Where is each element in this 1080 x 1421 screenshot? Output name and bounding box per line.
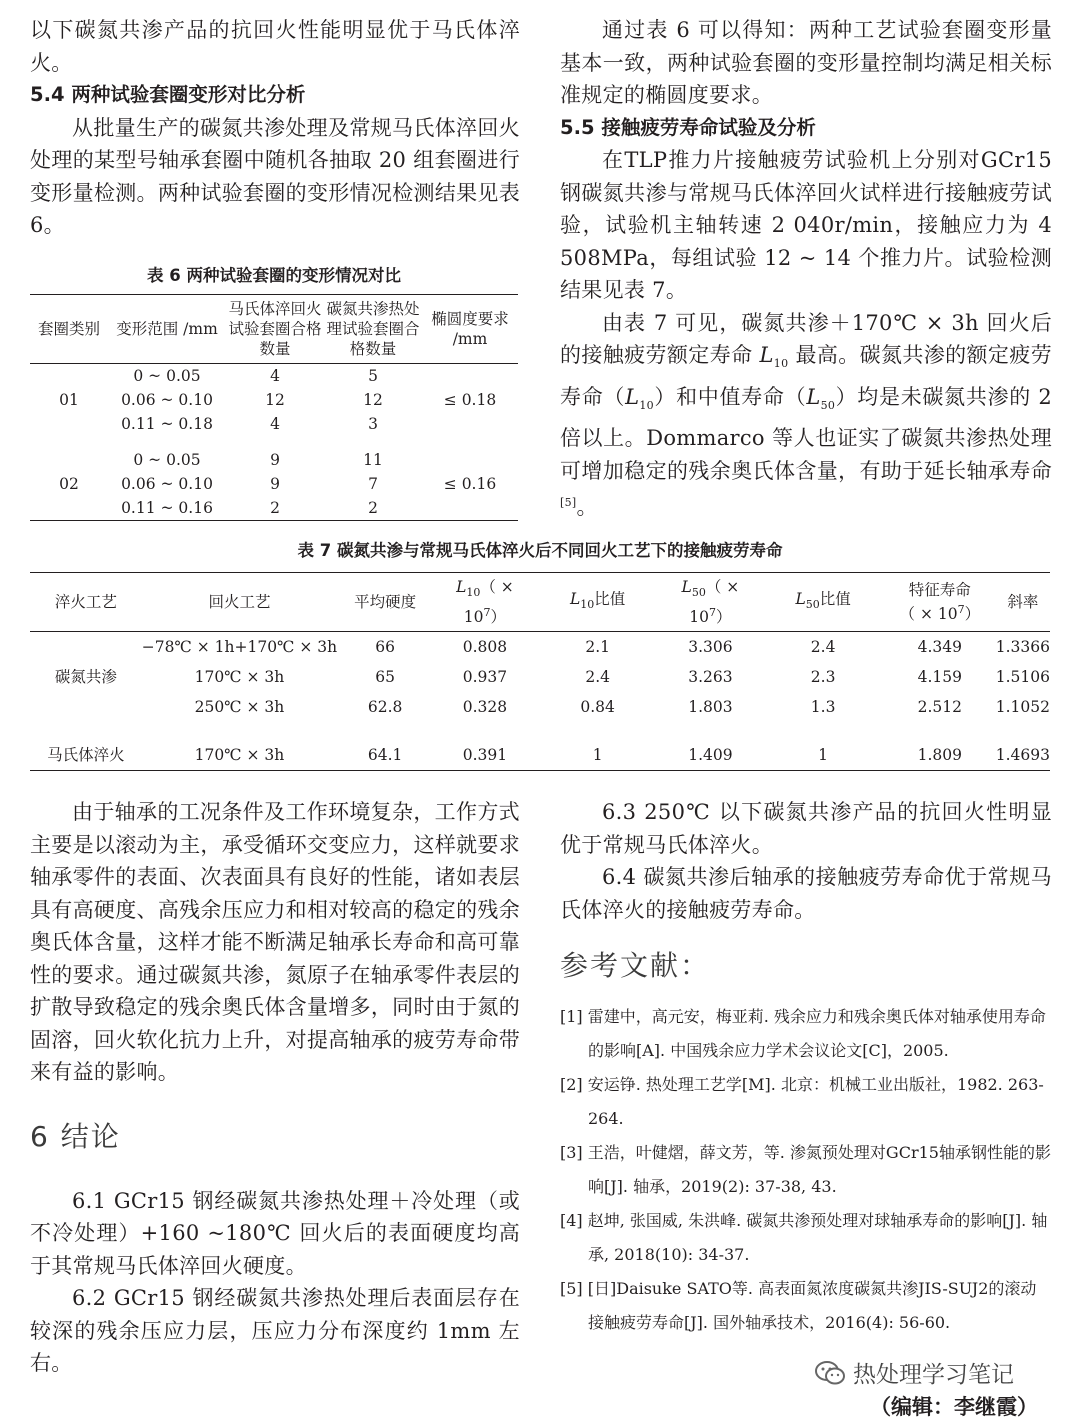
table7-header-row [30, 573, 1050, 632]
citation: [5] [560, 496, 577, 510]
table7-header: $L_{50}$比值 [795, 590, 851, 612]
right-column-bottom [560, 796, 1052, 1340]
table-cell: 170℃ × 3h [194, 668, 285, 687]
table-cell: 0.808 [462, 638, 508, 657]
watermark [815, 1356, 1014, 1389]
table-cell: 65 [375, 668, 395, 687]
table-cell: 66 [375, 638, 395, 657]
continued-paragraph: 以下碳氮共渗产品的抗回火性能明显优于马氏体淬火。 [30, 18, 520, 75]
table-cell: 1.809 [917, 746, 962, 765]
conclusion-6-1: 6.1 GCr15 钢经碳氮共渗热处理＋冷处理（或不冷处理）+160 ~180℃ 回火后的表面硬度均高于其常规马氏体淬回火硬度。 [30, 1188, 520, 1278]
quench-process: 马氏体淬火 [47, 746, 125, 765]
reference-item: [1] 雷建中，高元安，梅亚莉. 残余应力和残余奥氏体对轴承使用寿命的影响[A]. 中国残余应力学术会议论文[C]，2005. [560, 1007, 1046, 1060]
table-row [30, 632, 1050, 663]
table7-header: 回火工艺 [208, 593, 271, 612]
table-cell: 1.4693 [995, 746, 1050, 765]
conclusion-6-2: 6.2 GCr15 钢经碳氮共渗热处理后表面层存在较深的残余压应力层，压应力分布深度约 1mm 左右。 [30, 1286, 520, 1375]
table-cell: 1 [592, 746, 603, 765]
table7-header: $L_{10}( \times 10^7)$ [456, 578, 514, 627]
table7-header: 平均硬度 [354, 593, 417, 612]
table-cell: 1.1052 [995, 698, 1050, 717]
table-cell: 5 [368, 367, 378, 385]
table7-header: 淬火工艺 [54, 593, 117, 612]
table-cell: 0.937 [462, 668, 508, 687]
table-cell: −78℃ × 1h+170℃ × 3h [141, 638, 338, 657]
section-5-4-title: 5.4 两种试验套圈变形对比分析 [30, 83, 306, 106]
table6-conclusion-paragraph: 通过表 6 可以得知：两种工艺试验套圈变形量基本一致，两种试验套圈的变形量控制均满足相关标准规定的椭圆度要求。 [560, 18, 1052, 107]
table-cell: 0.84 [580, 698, 615, 717]
section-6-title: 6 结论 [30, 1119, 121, 1153]
table-cell: 0 ~ 0.05 [133, 451, 201, 469]
table7 [30, 572, 1050, 771]
table6-header: 椭圆度要求 /mm [431, 310, 509, 348]
table7-header: $L_{10}$比值 [570, 590, 626, 612]
table-cell: 4 [270, 415, 280, 433]
table-cell: 0.06 ~ 0.10 [121, 475, 213, 493]
table-cell: 250℃ × 3h [194, 698, 285, 717]
table6-header: 套圈类别 [37, 320, 100, 338]
table-cell: 7 [368, 475, 378, 493]
table-cell: 4.159 [917, 668, 962, 687]
table-row [30, 740, 1050, 771]
table-row [30, 364, 518, 389]
table-row [30, 448, 518, 472]
wechat-icon [815, 1360, 845, 1386]
section-5-4-paragraph: 从批量生产的碳氮共渗处理及常规马氏体淬回火处理的某型号轴承套圈中随机各抽取 20 组套圈进行变形量检测。两种试验套圈的变形情况检测结果见表 6。 [30, 115, 520, 237]
editor-credit: （编辑：李继霞） [870, 1395, 1038, 1419]
table-cell: 9 [270, 475, 280, 493]
table-cell: 64.1 [367, 746, 403, 765]
table7-analysis-paragraph: 由表 7 可见，碳氮共渗＋170℃ × 3h 回火后的接触疲劳额定寿命 $L_{10}$ 最高。碳氮共渗的额定疲劳寿命$(L_{10})$和中值寿命$(L_{50})$均是未碳氮共渗的 2 倍以上。Dommarco 等人也证实了碳氮共渗热处理可增加稳定的残余奥氏体含量，有助于延长轴承寿命[5]。 [560, 310, 1052, 520]
table6-header-row [30, 295, 518, 364]
conclusion-6-4: 6.4 碳氮共渗后轴承的接触疲劳寿命优于常规马氏体淬火的接触疲劳寿命。 [560, 865, 1052, 922]
table-cell: 170℃ × 3h [194, 746, 285, 765]
ring-type: 02 [59, 475, 79, 493]
table-cell: 4.349 [917, 638, 962, 657]
table-cell: 11 [363, 451, 383, 469]
table-cell: 1 [818, 746, 829, 765]
table-cell: 2.4 [585, 668, 610, 687]
ovality-req: ≤ 0.18 [443, 391, 497, 409]
table-cell: 0 ~ 0.05 [133, 367, 201, 385]
ring-type: 01 [59, 391, 79, 409]
table6-header: 碳氮共渗热处理试验套圈合格数量 [326, 300, 420, 358]
table-cell: 1.3366 [995, 638, 1050, 657]
table-cell: 0.06 ~ 0.10 [121, 391, 213, 409]
table-cell: 2 [270, 499, 280, 517]
conclusion-6-3: 6.3 250℃ 以下碳氮共渗产品的抗回火性明显优于常规马氏体淬火。 [560, 800, 1052, 857]
table7-header: 斜率 [1007, 593, 1039, 612]
table-cell: 1.3 [810, 698, 836, 717]
table-cell: 2.3 [810, 668, 836, 687]
table-cell: 12 [363, 391, 383, 409]
references-list [560, 1000, 1052, 1340]
reference-item: [2] 安运铮. 热处理工艺学[M]. 北京：机械工业出版社，1982. 263-264. [560, 1075, 1044, 1128]
table6-caption: 表 6 两种试验套圈的变形情况对比 [147, 266, 401, 285]
table-cell: 0.391 [462, 746, 508, 765]
table-cell: 12 [265, 391, 285, 409]
table-cell: 0.11 ~ 0.18 [121, 415, 213, 433]
references-title: 参考文献： [560, 949, 711, 982]
section-5-5-paragraph: 在TLP推力片接触疲劳试验机上分别对GCr15 钢碳氮共渗与常规马氏体淬回火试样进行接触疲劳试验，试验机主轴转速 2 040r/min，接触应力为 4 508MPa，每组试验 12 ~ 14 个推力片。试验检测结果见表 7。 [560, 148, 1052, 302]
table-cell: 9 [270, 451, 280, 469]
discussion-paragraph: 由于轴承的工况条件及工作环境复杂，工作方式主要是以滚动为主，承受循环交变应力，这样就要求轴承零件的表面、次表面具有良好的性能，诸如表层具有高硬度、高残余压应力和相对较高的稳定的残余奥氏体含量，这样才能不断满足轴承长寿命和高可靠性的要求。通过碳氮共渗，氮原子在轴承零件表层的扩散导致稳定的残余奥氏体含量增多，同时由于氮的固溶，回火软化抗力上升，对提高轴承的疲劳寿命带来有益的影响。 [30, 800, 520, 1084]
table-cell: 3 [368, 415, 378, 433]
table-row [30, 692, 1050, 722]
section-5-5-title: 5.5 接触疲劳寿命试验及分析 [560, 115, 816, 139]
table-cell: 2.512 [917, 698, 962, 717]
table7-caption: 表 7 碳氮共渗与常规马氏体淬火后不同回火工艺下的接触疲劳寿命 [297, 541, 783, 560]
reference-item: [5] [日]Daisuke SATO等. 高表面氮浓度碳氮共渗JIS-SUJ2的滚动接触疲劳寿命[J]. 国外轴承技术，2016(4): 56-60. [560, 1279, 1037, 1332]
table-cell: 0.11 ~ 0.16 [121, 499, 213, 517]
left-column-top [30, 14, 520, 242]
table-cell: 2 [368, 499, 378, 517]
table-cell: 4 [270, 367, 280, 385]
table-cell: 62.8 [367, 698, 403, 717]
table7-header: $L_{50}( \times 10^7)$ [681, 578, 740, 627]
spacer-row [30, 722, 1050, 740]
ovality-req: ≤ 0.16 [443, 475, 497, 493]
reference-item: [4] 赵坤, 张国威, 朱洪峰. 碳氮共渗预处理对球轴承寿命的影响[J]. 轴承, 2018(10): 34-37. [560, 1211, 1048, 1264]
table-row [30, 662, 1050, 692]
watermark-text: 热处理学习笔记 [853, 1362, 1014, 1388]
table-cell: 1.803 [688, 698, 733, 717]
table-cell: 2.4 [810, 638, 836, 657]
left-column-bottom [30, 796, 520, 1380]
right-column-top [560, 14, 1052, 524]
table-cell: 1.409 [688, 746, 733, 765]
table7-header: 特征寿命 （ × $10^7$） [899, 581, 981, 624]
table-cell: 3.306 [688, 638, 733, 657]
table-cell: 1.5106 [995, 668, 1050, 687]
table6-header: 马氏体淬回火试验套圈合格数量 [228, 300, 322, 358]
table-cell: 0.328 [462, 698, 508, 717]
table6-header: 变形范围 /mm [116, 320, 218, 338]
reference-item: [3] 王浩，叶健熠，薛文芳，等. 渗氮预处理对GCr15轴承钢性能的影响[J]. 轴承，2019(2): 37-38, 43. [560, 1143, 1051, 1196]
table-cell: 2.1 [585, 638, 610, 657]
spacer-row [30, 436, 518, 448]
table-cell: 3.263 [688, 668, 733, 687]
table6 [30, 294, 518, 521]
quench-process: 碳氮共渗 [54, 668, 117, 687]
